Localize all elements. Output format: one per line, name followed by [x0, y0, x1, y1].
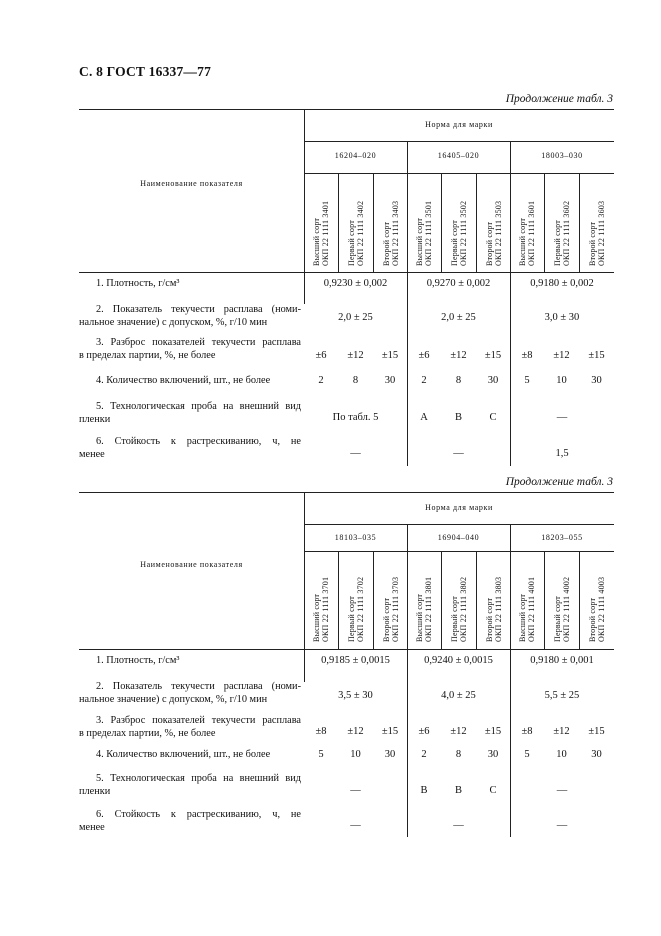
value-cell: ±6	[418, 350, 430, 361]
value-cell: ±12	[450, 726, 467, 737]
sort-label: Высший сорт ОКП 22 1111 3601	[518, 200, 536, 266]
value-cell: В	[454, 412, 462, 423]
value-cell: 30	[384, 375, 396, 386]
sort-label: Первый сорт ОКП 22 1111 3402	[347, 200, 365, 266]
value-cell: ±15	[588, 350, 605, 361]
row-label-appearance: 5. Технологическая проба на внешний вид пленки	[79, 401, 301, 425]
value-cell: 5,5 ± 25	[544, 690, 580, 701]
value-cell: ±15	[588, 726, 605, 737]
sort-label: Первый сорт ОКП 22 1111 3802	[450, 576, 468, 642]
sort-label: Первый сорт ОКП 22 1111 4002	[553, 576, 571, 642]
value-cell: 0,9230 ± 0,002	[323, 278, 388, 289]
sort-label: Второй сорт ОКП 22 1111 3503	[485, 200, 503, 266]
value-cell: ±12	[553, 350, 570, 361]
row-label-melt-flow: 2. Показатель текучести расплава (номи- нальное значение) с допуском, %, г/10 мин	[79, 681, 301, 705]
row-label-spread: 3. Разброс показателей текучести расплава в пределах партии, %, не более	[79, 337, 301, 361]
value-cell: ±12	[347, 350, 364, 361]
column-header-name: Наименование показателя	[140, 179, 243, 188]
row-label-cracking: 6. Стойкость к растрескиванию, ч, не менее	[79, 809, 301, 833]
value-cell: В	[420, 785, 428, 796]
sort-label: Высший сорт ОКП 22 1111 3401	[312, 200, 330, 266]
sort-label: Высший сорт ОКП 22 1111 4001	[518, 576, 536, 642]
value-cell: 0,9185 ± 0,0015	[321, 655, 390, 666]
value-cell: 10	[556, 749, 567, 760]
norm-header: Норма для марки	[425, 120, 493, 129]
value-cell: 30	[591, 749, 602, 760]
value-cell: —	[350, 448, 361, 459]
page-header: С. 8 ГОСТ 16337—77	[79, 64, 212, 79]
value-cell: —	[556, 412, 568, 423]
row-label-inclusions: 4. Количество включений, шт., не более	[96, 749, 271, 760]
value-cell: 5	[524, 749, 530, 760]
grade-name: 16405–020	[437, 151, 480, 160]
row-label-spread: 3. Разброс показателей текучести расплава в пределах партии, %, не более	[79, 715, 301, 739]
value-cell: —	[350, 785, 361, 796]
value-cell: 8	[455, 749, 462, 760]
value-cell: 30	[487, 749, 499, 760]
value-cell: ±15	[484, 350, 502, 361]
value-cell: 8	[455, 375, 462, 386]
sort-label: Высший сорт ОКП 22 1111 3501	[415, 200, 433, 266]
value-cell: ±15	[381, 726, 399, 737]
value-cell: 0,9180 ± 0,002	[530, 278, 594, 289]
sort-label: Первый сорт ОКП 22 1111 3502	[450, 200, 468, 266]
value-cell: 3,0 ± 30	[544, 312, 580, 323]
row-label-density: 1. Плотность, г/см³	[96, 278, 180, 289]
value-cell: 0,9180 ± 0,001	[530, 655, 594, 666]
value-cell: 10	[556, 375, 567, 386]
value-cell: 10	[350, 749, 361, 760]
value-cell: 5	[318, 749, 324, 760]
value-cell: ±12	[347, 726, 364, 737]
value-cell: С	[489, 412, 497, 423]
row-label-density: 1. Плотность, г/см³	[96, 655, 180, 666]
value-cell: —	[556, 820, 568, 831]
row-label-appearance: 5. Технологическая проба на внешний вид пленки	[79, 773, 301, 797]
table-2	[79, 492, 614, 842]
value-cell: —	[556, 785, 568, 796]
value-cell: 8	[352, 375, 359, 386]
value-cell: ±6	[418, 726, 430, 737]
sort-label: Второй сорт ОКП 22 1111 3603	[588, 200, 606, 266]
value-cell: ±12	[450, 350, 467, 361]
table-1	[79, 109, 614, 471]
value-cell: ±15	[484, 726, 502, 737]
sort-label: Второй сорт ОКП 22 1111 4003	[588, 576, 606, 642]
value-cell: С	[489, 785, 497, 796]
value-cell: ±6	[315, 350, 327, 361]
value-cell: 30	[487, 375, 499, 386]
grade-name: 18103–035	[334, 533, 377, 542]
sort-label: Высший сорт ОКП 22 1111 3801	[415, 576, 433, 642]
value-cell: В	[454, 785, 462, 796]
sort-label: Второй сорт ОКП 22 1111 3403	[382, 200, 400, 266]
grade-name: 18003–030	[541, 151, 583, 160]
grade-name: 18203–055	[541, 533, 583, 542]
value-cell: 1,5	[555, 448, 569, 459]
sort-label: Второй сорт ОКП 22 1111 3703	[382, 576, 400, 642]
value-cell: ±15	[381, 350, 399, 361]
row-label-melt-flow: 2. Показатель текучести расплава (номи- нальное значение) с допуском, %, г/10 мин	[79, 304, 301, 328]
value-cell: 2,0 ± 25	[338, 312, 373, 323]
sort-label: Высший сорт ОКП 22 1111 3701	[312, 576, 330, 642]
value-cell: 2	[318, 375, 324, 386]
value-cell: 30	[384, 749, 396, 760]
value-cell: 4,0 ± 25	[441, 690, 476, 701]
value-cell: 0,9270 ± 0,002	[426, 278, 491, 289]
grade-name: 16204–020	[334, 151, 377, 160]
grade-name: 16904–040	[437, 533, 480, 542]
sort-label: Первый сорт ОКП 22 1111 3602	[553, 200, 571, 266]
norm-header: Норма для марки	[425, 503, 493, 512]
value-cell: 2	[421, 749, 427, 760]
value-cell: 3,5 ± 30	[338, 690, 373, 701]
value-cell: ±8	[315, 726, 327, 737]
value-cell: —	[453, 448, 464, 459]
column-header-name: Наименование показателя	[140, 560, 243, 569]
value-cell: А	[420, 412, 428, 423]
value-cell: ±8	[521, 350, 533, 361]
value-cell: —	[453, 820, 464, 831]
continuation-label-2: Продолжение табл. 3	[505, 476, 613, 488]
value-cell: ±8	[521, 726, 533, 737]
sort-label: Второй сорт ОКП 22 1111 3803	[485, 576, 503, 642]
value-cell: ±12	[553, 726, 570, 737]
row-label-inclusions: 4. Количество включений, шт., не более	[96, 375, 271, 386]
value-cell: По табл. 5	[332, 412, 379, 423]
value-cell: 2	[421, 375, 427, 386]
continuation-label-1: Продолжение табл. 3	[505, 93, 613, 105]
value-cell: —	[350, 820, 361, 831]
row-label-cracking: 6. Стойкость к растрескиванию, ч, не менее	[79, 436, 301, 460]
value-cell: 0,9240 ± 0,0015	[424, 655, 493, 666]
value-cell: 5	[524, 375, 530, 386]
value-cell: 30	[591, 375, 602, 386]
sort-label: Первый сорт ОКП 22 1111 3702	[347, 576, 365, 642]
value-cell: 2,0 ± 25	[441, 312, 476, 323]
